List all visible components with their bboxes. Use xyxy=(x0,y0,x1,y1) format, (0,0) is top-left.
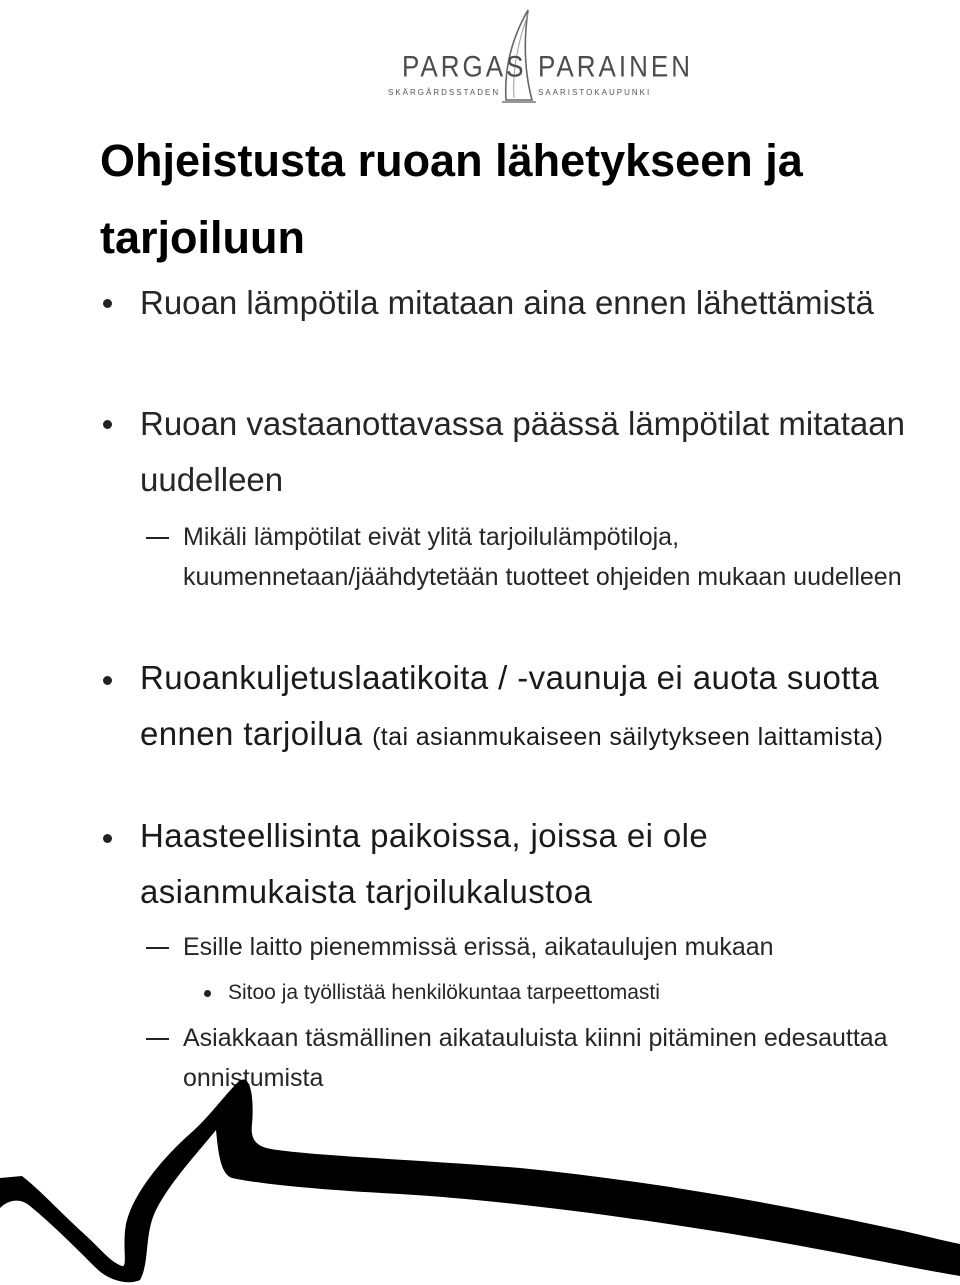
bullet-item: Haasteellisinta paikoissa, joissa ei ole asianmukaista tarjoilukalustoa xyxy=(140,817,709,910)
logo-sub-right: SAARISTOKAUPUNKI xyxy=(538,88,652,97)
logo-name-right: PARAINEN xyxy=(538,49,693,84)
sub-bullet-dash xyxy=(146,947,169,949)
bullet-dot xyxy=(103,676,112,685)
sub-sub-bullet-item: Sitoo ja työllistää henkilökuntaa tarpeettomasti xyxy=(228,981,660,1004)
sub-bullet-item: Esille laitto pienemmissä erissä, aikataulujen mukaan xyxy=(183,933,774,961)
logo-name-left: PARGAS xyxy=(402,49,527,84)
pargas-parainen-logo xyxy=(380,6,693,106)
bullet-dot xyxy=(103,834,112,843)
bullet-small-text: (tai asianmukaiseen säilytykseen laittamista) xyxy=(372,723,884,751)
bullet-item: Ruoan vastaanottavassa päässä lämpötilat mitataan uudelleen xyxy=(140,405,905,498)
sub-sub-bullet-dot xyxy=(204,990,211,997)
logo-sub-left: SKÄRGÅRDSSTADEN xyxy=(388,88,501,97)
decorative-squiggle xyxy=(0,1050,960,1285)
sub-bullet-item: Asiakkaan täsmällinen aikatauluista kiinni pitäminen edesauttaa onnistumista xyxy=(183,1024,888,1092)
sub-bullet-item: Mikäli lämpötilat eivät ylitä tarjoilulämpötiloja, kuumennetaan/jäähdytetään tuotteet ohjeiden mukaan uudelleen xyxy=(183,523,902,591)
sub-bullet-dash xyxy=(146,1038,169,1040)
bullet-dot xyxy=(103,420,112,429)
bullet-item: Ruoan lämpötila mitataan aina ennen lähettämistä xyxy=(140,284,874,321)
bullet-item xyxy=(140,650,930,765)
slide-title: Ohjeistusta ruoan lähetykseen ja tarjoiluun xyxy=(100,135,803,263)
sub-bullet-dash xyxy=(146,537,169,539)
bullet-main-text: Ruoankuljetuslaatikoita / -vaunuja ei auota suotta ennen tarjoilua xyxy=(140,659,880,752)
bullet-dot xyxy=(103,299,112,308)
